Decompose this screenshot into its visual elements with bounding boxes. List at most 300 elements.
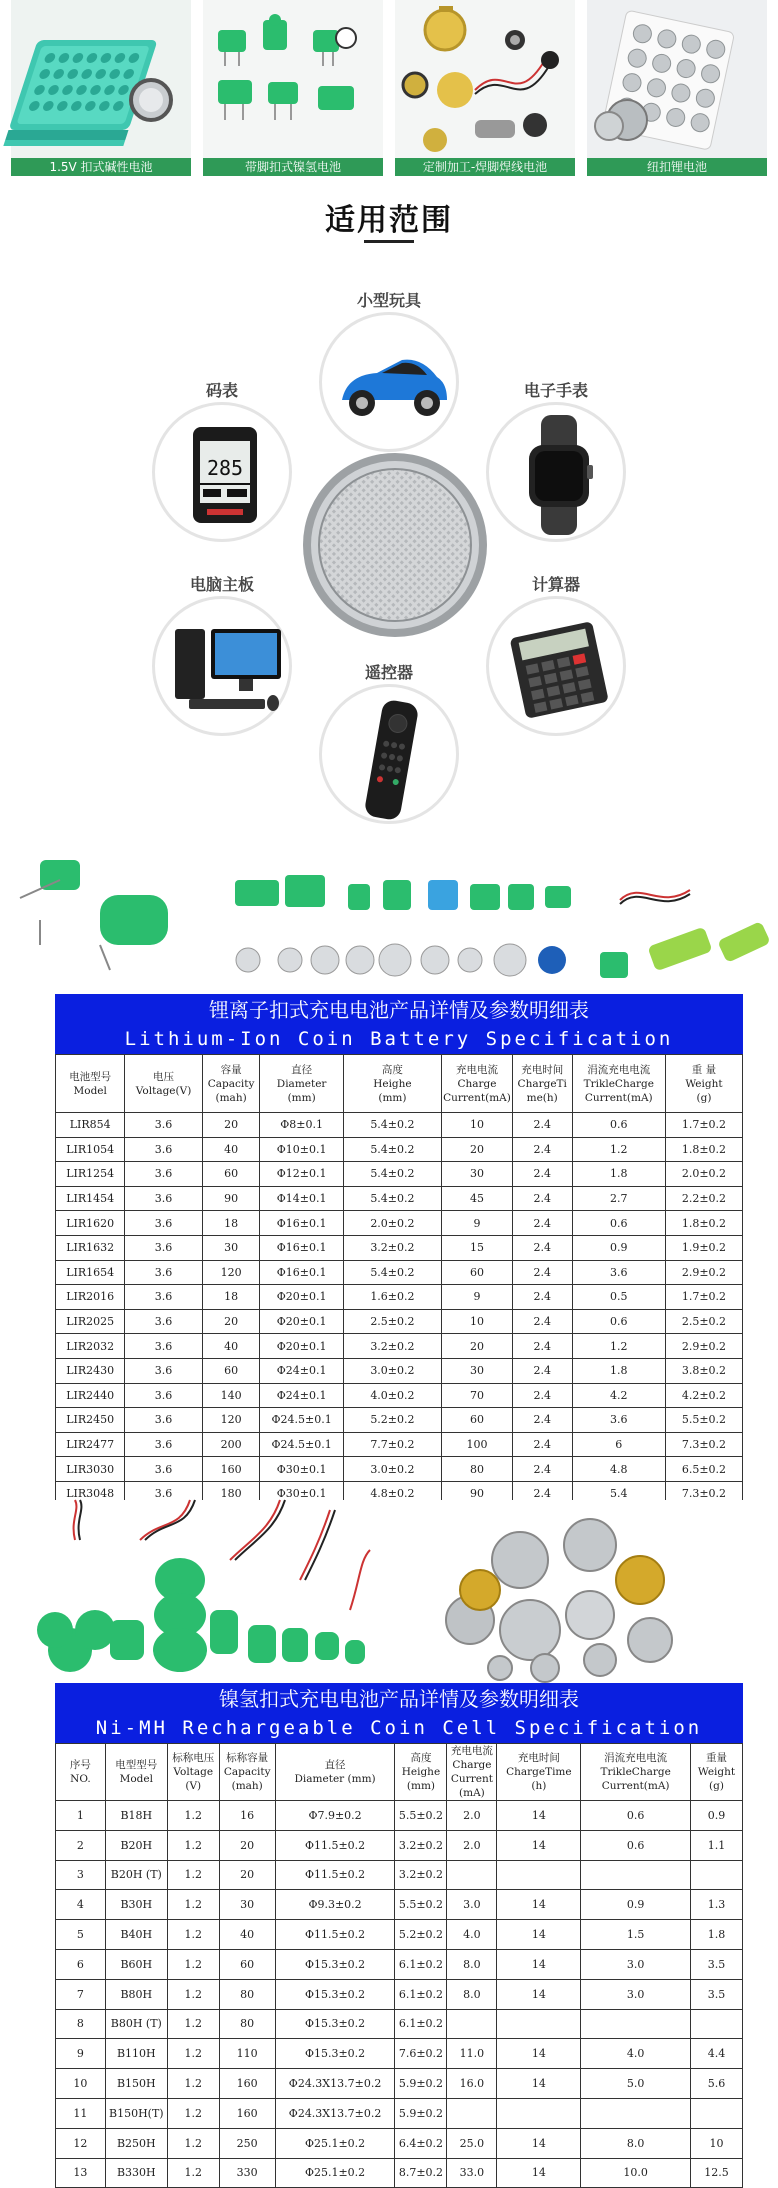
table-cell: 5.4±0.2	[343, 1260, 441, 1285]
column-header-line: 充电电流	[450, 1745, 493, 1757]
table-row	[56, 1211, 743, 1236]
table-cell: 3.0	[581, 1979, 691, 2009]
table-cell: 40	[219, 1920, 275, 1950]
app-label-bike-computer: 码表	[205, 381, 238, 400]
column-header-line: 高度	[410, 1752, 432, 1764]
table-cell: 1.8	[572, 1358, 665, 1383]
table-cell: 10	[56, 2069, 106, 2099]
table-cell: 5.4±0.2	[343, 1137, 441, 1162]
table-cell: 30	[219, 1890, 275, 1920]
table-cell: 20	[219, 1860, 275, 1890]
table-row	[56, 2039, 743, 2069]
table-row	[56, 2009, 743, 2039]
table-cell: 3.6	[572, 1408, 665, 1433]
column-header	[442, 1055, 513, 1113]
column-header	[260, 1055, 343, 1113]
table-cell: 1.2	[167, 2158, 219, 2188]
column-header-line: Current(mA)	[601, 1780, 670, 1792]
table-cell: 3.6	[125, 1162, 202, 1187]
table-cell: 2.4	[512, 1211, 572, 1236]
column-header-line: (h)	[531, 1780, 547, 1792]
table-row	[56, 1186, 743, 1211]
table-cell: 3.6	[572, 1260, 665, 1285]
table-cell: 5.4±0.2	[343, 1113, 441, 1138]
column-header	[581, 1744, 691, 1801]
column-header-line: Voltage	[173, 1766, 214, 1778]
nimh-spec-table	[55, 1683, 743, 2188]
table-cell: 11	[56, 2098, 106, 2128]
table-cell: 4.0±0.2	[343, 1383, 441, 1408]
table-cell: 1.2	[167, 1860, 219, 1890]
table-cell: 1.6±0.2	[343, 1285, 441, 1310]
table-cell: 9	[442, 1211, 513, 1236]
table-cell: 4.2	[572, 1383, 665, 1408]
table-row	[56, 1949, 743, 1979]
column-header	[512, 1055, 572, 1113]
table-cell: 9	[442, 1285, 513, 1310]
column-header-line: 电压	[153, 1070, 175, 1083]
column-header	[691, 1744, 743, 1801]
column-header-line: ChargeTime	[506, 1766, 572, 1778]
table-cell: Φ24.5±0.1	[260, 1408, 343, 1433]
table-cell: Φ24.3X13.7±0.2	[275, 2098, 395, 2128]
column-header-line: 高度	[381, 1063, 403, 1076]
table-cell: Φ11.5±0.2	[275, 1830, 395, 1860]
column-header-line: 标称容量	[226, 1752, 269, 1764]
table-row	[56, 1113, 743, 1138]
table-cell: Φ24±0.1	[260, 1383, 343, 1408]
product-label: 带脚扣式镍氢电池	[203, 158, 383, 176]
section-title: 适用范围	[325, 203, 453, 238]
table-cell: 10	[442, 1309, 513, 1334]
table-cell: 45	[442, 1186, 513, 1211]
table-cell: 11.0	[447, 2039, 497, 2069]
column-header-line: 电池型号	[69, 1070, 112, 1083]
table-cell: 90	[442, 1481, 513, 1506]
table-cell: 3.6	[125, 1457, 202, 1482]
table-cell: Φ10±0.1	[260, 1137, 343, 1162]
product-card-nimh[interactable]	[203, 0, 383, 176]
table-row	[56, 1285, 743, 1310]
table-cell: 7.6±0.2	[395, 2039, 447, 2069]
table-row	[56, 1334, 743, 1359]
table-cell: 2.4	[512, 1113, 572, 1138]
table-cell: 12.5	[691, 2158, 743, 2188]
table-cell: Φ16±0.1	[260, 1211, 343, 1236]
table-cell: 14	[497, 1979, 581, 2009]
lithium-button-tray-image	[587, 0, 767, 158]
table-cell: 4.8±0.2	[343, 1481, 441, 1506]
table-cell: 16.0	[447, 2069, 497, 2099]
product-label: 定制加工-焊脚焊线电池	[395, 158, 575, 176]
table-cell: 2.4	[512, 1137, 572, 1162]
column-header-line: ChargeTi	[517, 1077, 567, 1090]
table-cell: 0.9	[691, 1801, 743, 1831]
table-cell: 1.2	[167, 1949, 219, 1979]
app-circle-toys	[319, 312, 459, 452]
table-cell: 40	[202, 1137, 260, 1162]
table-cell: 2.9±0.2	[665, 1334, 742, 1359]
column-header-line: me(h)	[526, 1091, 558, 1104]
table-cell: 80	[442, 1457, 513, 1482]
table-cell: B80H	[105, 1979, 167, 2009]
table-cell: 0.6	[581, 1801, 691, 1831]
table-cell: B330H	[105, 2158, 167, 2188]
table-cell: 1.1	[691, 1830, 743, 1860]
product-label: 纽扣锂电池	[587, 158, 767, 176]
table-cell: Φ11.5±0.2	[275, 1920, 395, 1950]
table-cell: 30	[442, 1358, 513, 1383]
table-cell	[447, 2009, 497, 2039]
table-cell: 4.0	[581, 2039, 691, 2069]
lithium-ion-spec-table	[55, 994, 743, 1507]
table-cell: 1.9±0.2	[665, 1235, 742, 1260]
table-cell: 3.6	[125, 1235, 202, 1260]
table-cell: B18H	[105, 1801, 167, 1831]
column-header-line: (g)	[696, 1091, 712, 1104]
table-cell: 4.0	[447, 1920, 497, 1950]
table-row	[56, 1358, 743, 1383]
table-row	[56, 2098, 743, 2128]
table-cell: 80	[219, 2009, 275, 2039]
column-header-line: (mm)	[378, 1091, 407, 1104]
table-cell: Φ24.5±0.1	[260, 1432, 343, 1457]
table-cell: 5.5±0.2	[395, 1890, 447, 1920]
product-card-lithium[interactable]	[587, 0, 767, 176]
table-cell: 18	[202, 1211, 260, 1236]
table-cell	[447, 1860, 497, 1890]
table-cell: 5.4±0.2	[343, 1186, 441, 1211]
table-cell: B20H (T)	[105, 1860, 167, 1890]
table-cell: 20	[442, 1137, 513, 1162]
table-cell: 250	[219, 2128, 275, 2158]
table-cell: 14	[497, 2069, 581, 2099]
table-cell: 7.3±0.2	[665, 1432, 742, 1457]
column-header	[105, 1744, 167, 1801]
column-header-line: Model	[73, 1084, 107, 1097]
table-cell: 5.5±0.2	[395, 1801, 447, 1831]
remote-control-icon	[322, 687, 462, 827]
table-row	[56, 1457, 743, 1482]
table-cell: B40H	[105, 1920, 167, 1950]
table-cell: Φ15.3±0.2	[275, 1979, 395, 2009]
table-row	[56, 1860, 743, 1890]
column-header-line: Diameter (mm)	[294, 1773, 376, 1785]
column-header	[125, 1055, 202, 1113]
column-header-line: Charge	[457, 1077, 497, 1090]
table-cell: LIR2440	[56, 1383, 125, 1408]
product-card-custom[interactable]	[395, 0, 575, 176]
table-cell: 15	[442, 1235, 513, 1260]
table-row	[56, 1162, 743, 1187]
table-cell: Φ15.3±0.2	[275, 2039, 395, 2069]
column-header-line: TrikleCharge	[583, 1077, 654, 1090]
title-underline	[364, 240, 414, 243]
lithium-table-title-en: Lithium-Ion Coin Battery Specification	[124, 1028, 674, 1050]
table-row	[56, 1383, 743, 1408]
table-cell: 3.5	[691, 1979, 743, 2009]
table-cell: 3.6	[125, 1309, 202, 1334]
table-cell: 1.8	[572, 1162, 665, 1187]
table-cell: 2.4	[512, 1260, 572, 1285]
product-card-alkaline[interactable]	[11, 0, 191, 176]
table-cell: 1.5	[581, 1920, 691, 1950]
table-cell: 4.8	[572, 1457, 665, 1482]
lithium-table-title-cn: 锂离子扣式充电电池产品详情及参数明细表	[209, 998, 589, 1022]
column-header-line: Current(mA)	[443, 1091, 511, 1104]
table-cell: 2.4	[512, 1235, 572, 1260]
table-cell: 12	[56, 2128, 106, 2158]
table-cell: 8	[56, 2009, 106, 2039]
table-cell: 140	[202, 1383, 260, 1408]
coin-cell-icon	[300, 450, 490, 640]
table-cell: 2.4	[512, 1186, 572, 1211]
table-cell: 0.5	[572, 1285, 665, 1310]
table-cell: 1.8±0.2	[665, 1211, 742, 1236]
table-cell: 3.2±0.2	[395, 1860, 447, 1890]
column-header-line: Heighe	[401, 1766, 441, 1778]
table-cell: 3.6	[125, 1408, 202, 1433]
table-cell: 14	[497, 1890, 581, 1920]
table-cell: 70	[442, 1383, 513, 1408]
table-cell: 1.2	[167, 2009, 219, 2039]
table-cell: 3.0	[447, 1890, 497, 1920]
table-cell: 6.5±0.2	[665, 1457, 742, 1482]
table-cell: 60	[442, 1408, 513, 1433]
desktop-computer-icon	[155, 599, 295, 739]
smartwatch-icon	[489, 405, 629, 545]
column-header-line: TrikleCharge	[600, 1766, 671, 1778]
table-cell: LIR854	[56, 1113, 125, 1138]
table-cell: LIR2016	[56, 1285, 125, 1310]
table-cell: LIR2025	[56, 1309, 125, 1334]
table-cell: 4.2±0.2	[665, 1383, 742, 1408]
column-header-line: (mah)	[215, 1091, 247, 1104]
table-cell: 5.4	[572, 1481, 665, 1506]
table-cell: 60	[219, 1949, 275, 1979]
table-cell: 3.5	[691, 1949, 743, 1979]
table-cell: 14	[497, 2128, 581, 2158]
table-cell	[497, 1860, 581, 1890]
column-header-line: (mm)	[406, 1780, 436, 1792]
app-circle-remote	[319, 684, 459, 824]
table-cell: 14	[497, 2039, 581, 2069]
column-header-line: 充电电流	[455, 1063, 498, 1076]
table-cell: 1.2	[167, 1920, 219, 1950]
column-header-line: 直径	[291, 1063, 313, 1076]
table-cell: 9	[56, 2039, 106, 2069]
table-cell: 0.6	[572, 1211, 665, 1236]
table-cell: B30H	[105, 1890, 167, 1920]
nimh-table-title-cn: 镍氢扣式充电电池产品详情及参数明细表	[219, 1687, 579, 1711]
table-row	[56, 1235, 743, 1260]
table-cell: Φ24.3X13.7±0.2	[275, 2069, 395, 2099]
table-cell: 3.2±0.2	[395, 1830, 447, 1860]
table-cell	[497, 2098, 581, 2128]
column-header-line: 涓流充电电流	[587, 1063, 651, 1076]
table-cell: 13	[56, 2158, 106, 2188]
app-circle-watch	[486, 402, 626, 542]
table-cell: 3.6	[125, 1211, 202, 1236]
table-cell: 8.0	[447, 1949, 497, 1979]
battery-photo-strip	[0, 1500, 778, 1680]
column-header-line: (mah)	[231, 1780, 263, 1792]
column-header-line: Weight	[697, 1766, 736, 1778]
column-header	[497, 1744, 581, 1801]
column-header	[202, 1055, 260, 1113]
table-cell: 2.5±0.2	[665, 1309, 742, 1334]
table-cell: Φ16±0.1	[260, 1235, 343, 1260]
table-cell: 1.3	[691, 1890, 743, 1920]
table-cell	[691, 2009, 743, 2039]
table-cell: 100	[442, 1432, 513, 1457]
table-cell: 3.2±0.2	[343, 1235, 441, 1260]
table-cell: LIR2477	[56, 1432, 125, 1457]
table-cell: 3.6	[125, 1113, 202, 1138]
column-header	[275, 1744, 395, 1801]
table-cell	[691, 2098, 743, 2128]
table-cell: 2	[56, 1830, 106, 1860]
table-cell: B150H(T)	[105, 2098, 167, 2128]
column-header-line: 重量	[706, 1752, 727, 1764]
table-cell: LIR2450	[56, 1408, 125, 1433]
table-cell: 3.0±0.2	[343, 1457, 441, 1482]
table-cell: 1.8±0.2	[665, 1137, 742, 1162]
table-cell: 1.7±0.2	[665, 1113, 742, 1138]
table-cell: 0.9	[572, 1235, 665, 1260]
table-cell: 16	[219, 1801, 275, 1831]
table-cell: LIR1654	[56, 1260, 125, 1285]
table-cell: Φ16±0.1	[260, 1260, 343, 1285]
table-cell: 14	[497, 1801, 581, 1831]
table-cell: Φ25.1±0.2	[275, 2158, 395, 2188]
table-cell: B60H	[105, 1949, 167, 1979]
table-cell: 10.0	[581, 2158, 691, 2188]
column-header	[56, 1055, 125, 1113]
table-cell	[581, 1860, 691, 1890]
table-cell: Φ12±0.1	[260, 1162, 343, 1187]
column-header	[343, 1055, 441, 1113]
table-cell: 1.2	[572, 1334, 665, 1359]
table-row	[56, 1979, 743, 2009]
table-cell: 5.0	[581, 2069, 691, 2099]
table-cell	[497, 2009, 581, 2039]
table-row	[56, 1920, 743, 1950]
nimh-table-header	[55, 1683, 743, 1743]
table-cell: 4.4	[691, 2039, 743, 2069]
table-cell: 6	[56, 1949, 106, 1979]
column-header-line: 电型型号	[115, 1759, 158, 1771]
nimh-spec-grid	[55, 1743, 743, 2188]
column-header-line: Charge	[452, 1759, 492, 1771]
table-cell: 1.2	[572, 1137, 665, 1162]
column-header-line: 序号	[69, 1759, 91, 1771]
table-cell: LIR1632	[56, 1235, 125, 1260]
table-cell: 2.0	[447, 1830, 497, 1860]
table-cell: 2.4	[512, 1162, 572, 1187]
table-cell: Φ9.3±0.2	[275, 1890, 395, 1920]
column-header-line: Current(mA)	[584, 1091, 653, 1104]
table-cell: 20	[202, 1309, 260, 1334]
product-label: 1.5V 扣式碱性电池	[11, 158, 191, 176]
table-row	[56, 1432, 743, 1457]
table-cell: 2.4	[512, 1432, 572, 1457]
table-cell: 14	[497, 1830, 581, 1860]
column-header	[167, 1744, 219, 1801]
table-cell: 1.2	[167, 2098, 219, 2128]
table-cell: 3.6	[125, 1358, 202, 1383]
table-cell: Φ24±0.1	[260, 1358, 343, 1383]
table-cell: 14	[497, 2158, 581, 2188]
table-cell: 4	[56, 1890, 106, 1920]
table-cell: 20	[202, 1113, 260, 1138]
table-cell: 10	[691, 2128, 743, 2158]
table-cell: 160	[219, 2098, 275, 2128]
table-row	[56, 1801, 743, 1831]
lithium-spec-grid	[55, 1054, 743, 1507]
table-cell: Φ25.1±0.2	[275, 2128, 395, 2158]
column-header	[395, 1744, 447, 1801]
table-header-row	[56, 1744, 743, 1801]
table-cell: 60	[442, 1260, 513, 1285]
table-cell: 1	[56, 1801, 106, 1831]
column-header-line: Model	[119, 1773, 153, 1785]
table-cell: 2.7	[572, 1186, 665, 1211]
bike-computer-icon	[155, 405, 295, 545]
column-header	[572, 1055, 665, 1113]
app-label-calculator: 计算器	[531, 575, 580, 594]
table-cell: LIR3030	[56, 1457, 125, 1482]
table-cell: 7	[56, 1979, 106, 2009]
table-cell: 3.6	[125, 1186, 202, 1211]
table-cell: B250H	[105, 2128, 167, 2158]
table-cell: 0.6	[581, 1830, 691, 1860]
table-cell: 20	[442, 1334, 513, 1359]
table-cell: 3.0	[581, 1949, 691, 1979]
table-cell: 40	[202, 1334, 260, 1359]
table-cell: 3.6	[125, 1383, 202, 1408]
table-cell: Φ30±0.1	[260, 1457, 343, 1482]
table-cell: B80H (T)	[105, 2009, 167, 2039]
table-cell: 30	[202, 1235, 260, 1260]
table-cell: Φ20±0.1	[260, 1285, 343, 1310]
table-cell: 8.7±0.2	[395, 2158, 447, 2188]
application-diagram	[0, 250, 778, 850]
table-cell: 2.2±0.2	[665, 1186, 742, 1211]
table-row	[56, 1830, 743, 1860]
app-circle-bike-computer	[152, 402, 292, 542]
table-cell: Φ11.5±0.2	[275, 1860, 395, 1890]
table-cell: 25.0	[447, 2128, 497, 2158]
calculator-icon	[489, 599, 629, 739]
column-header-line: 重 量	[691, 1063, 717, 1076]
table-cell: Φ8±0.1	[260, 1113, 343, 1138]
table-cell	[691, 1860, 743, 1890]
table-cell: 3.6	[125, 1432, 202, 1457]
table-cell: 5.2±0.2	[395, 1920, 447, 1950]
table-cell: 3.6	[125, 1137, 202, 1162]
table-cell: 7.7±0.2	[343, 1432, 441, 1457]
table-cell: 3.8±0.2	[665, 1358, 742, 1383]
column-header-line: 涓流充电电流	[604, 1752, 668, 1764]
table-cell: 33.0	[447, 2158, 497, 2188]
table-cell: Φ14±0.1	[260, 1186, 343, 1211]
table-row	[56, 2069, 743, 2099]
column-header-line: Current	[450, 1773, 493, 1785]
table-cell: 1.7±0.2	[665, 1285, 742, 1310]
table-cell	[447, 2098, 497, 2128]
table-cell: 0.6	[572, 1113, 665, 1138]
